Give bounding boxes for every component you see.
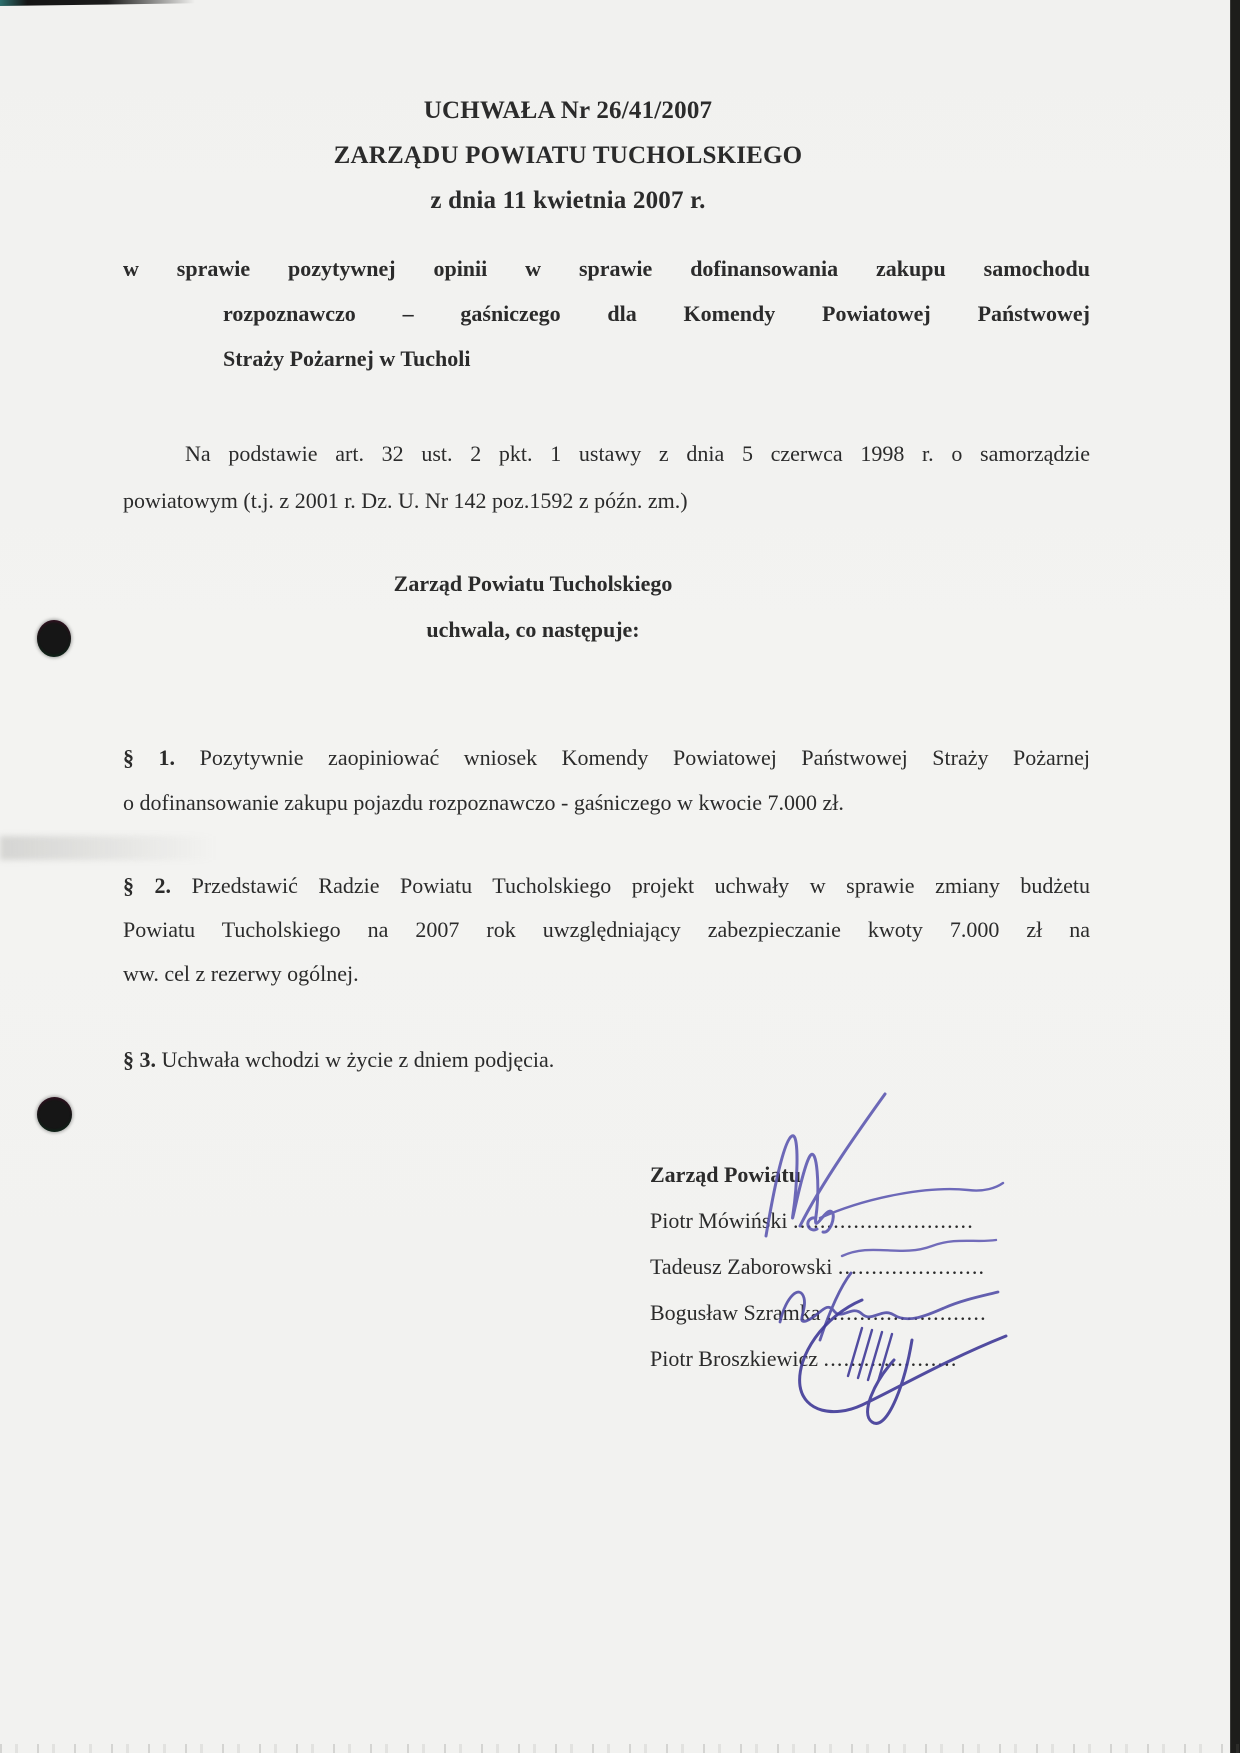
member-name: Piotr Mówiński <box>650 1208 788 1233</box>
document-header <box>123 88 1013 223</box>
subject-line-2: rozpoznawczo – gaśniczego dla Komendy Powiatowej Państwowej <box>223 301 1090 326</box>
section-3-marker: § 3. <box>123 1047 156 1072</box>
section-2 <box>123 864 1090 996</box>
member-name: Piotr Broszkiewicz <box>650 1346 819 1371</box>
section-3-line-1: Uchwała wchodzi w życie z dniem podjęcia. <box>161 1047 555 1072</box>
top-edge-scan-artifact <box>0 0 195 6</box>
left-edge-smudge <box>0 836 240 860</box>
document-title: UCHWAŁA Nr 26/41/2007 <box>423 97 713 124</box>
section-3 <box>123 1037 1090 1082</box>
subject-line-3: Straży Pożarnej w Tucholi <box>223 346 471 371</box>
member-name: Tadeusz Zaborowski <box>650 1254 833 1279</box>
resolution-intro-line-1: Zarząd Powiatu Tucholskiego <box>393 571 673 596</box>
signature-heading: Zarząd Powiatu <box>650 1162 801 1187</box>
leader-dots: .................... <box>823 1346 958 1371</box>
date-line: z dnia 11 kwietnia 2007 r. <box>430 187 706 214</box>
section-1-marker: § 1. <box>123 745 176 770</box>
legal-basis-paragraph <box>123 430 1090 524</box>
section-2-line-2: Powiatu Tucholskiego na 2007 rok uwzględniający zabezpieczanie kwoty 7.000 zł na <box>123 917 1090 942</box>
section-2-line-3: ww. cel z rezerwy ogólnej. <box>123 961 359 986</box>
signature-szramka-ink <box>780 1273 998 1340</box>
leader-dots: ........................... <box>793 1208 974 1233</box>
subject-line-1: w sprawie pozytywnej opinii w sprawie dofinansowania zakupu samochodu <box>123 256 1090 281</box>
signature-mowinski-ink <box>766 1094 1003 1236</box>
legal-basis-line-1: Na podstawie art. 32 ust. 2 pkt. 1 ustawy z dnia 5 czerwca 1998 r. o samorządzie <box>185 441 1090 466</box>
section-2-line-1: Przedstawić Radzie Powiatu Tucholskiego projekt uchwały w sprawie zmiany budżetu <box>191 873 1091 898</box>
punch-hole-bottom <box>37 1097 72 1132</box>
section-1-line-2: o dofinansowanie zakupu pojazdu rozpoznawczo - gaśniczego w kwocie 7.000 zł. <box>123 790 844 815</box>
right-edge-scan-artifact <box>1231 0 1240 1753</box>
signature-zaborowski-ink <box>842 1240 996 1256</box>
issuer-line: ZARZĄDU POWIATU TUCHOLSKIEGO <box>333 142 803 169</box>
legal-basis-line-2: powiatowym (t.j. z 2001 r. Dz. U. Nr 142 poz.1592 z późn. zm.) <box>123 488 688 513</box>
leader-dots: ........................ <box>825 1300 987 1325</box>
leader-dots: ...................... <box>837 1254 986 1279</box>
resolution-intro <box>123 561 943 653</box>
resolution-intro-line-2: uchwala, co następuje: <box>426 617 640 642</box>
punch-hole-top <box>37 620 71 657</box>
bottom-edge-noise <box>0 1744 1240 1753</box>
subject-paragraph <box>123 246 1090 381</box>
section-1-line-1: Pozytywnie zaopiniować wniosek Komendy Powiatowej Państwowej Straży Pożarnej <box>199 745 1091 770</box>
section-1 <box>123 735 1090 825</box>
handwritten-signatures <box>700 1088 1040 1448</box>
member-name: Bogusław Szramka <box>650 1300 821 1325</box>
section-2-marker: § 2. <box>123 873 172 898</box>
